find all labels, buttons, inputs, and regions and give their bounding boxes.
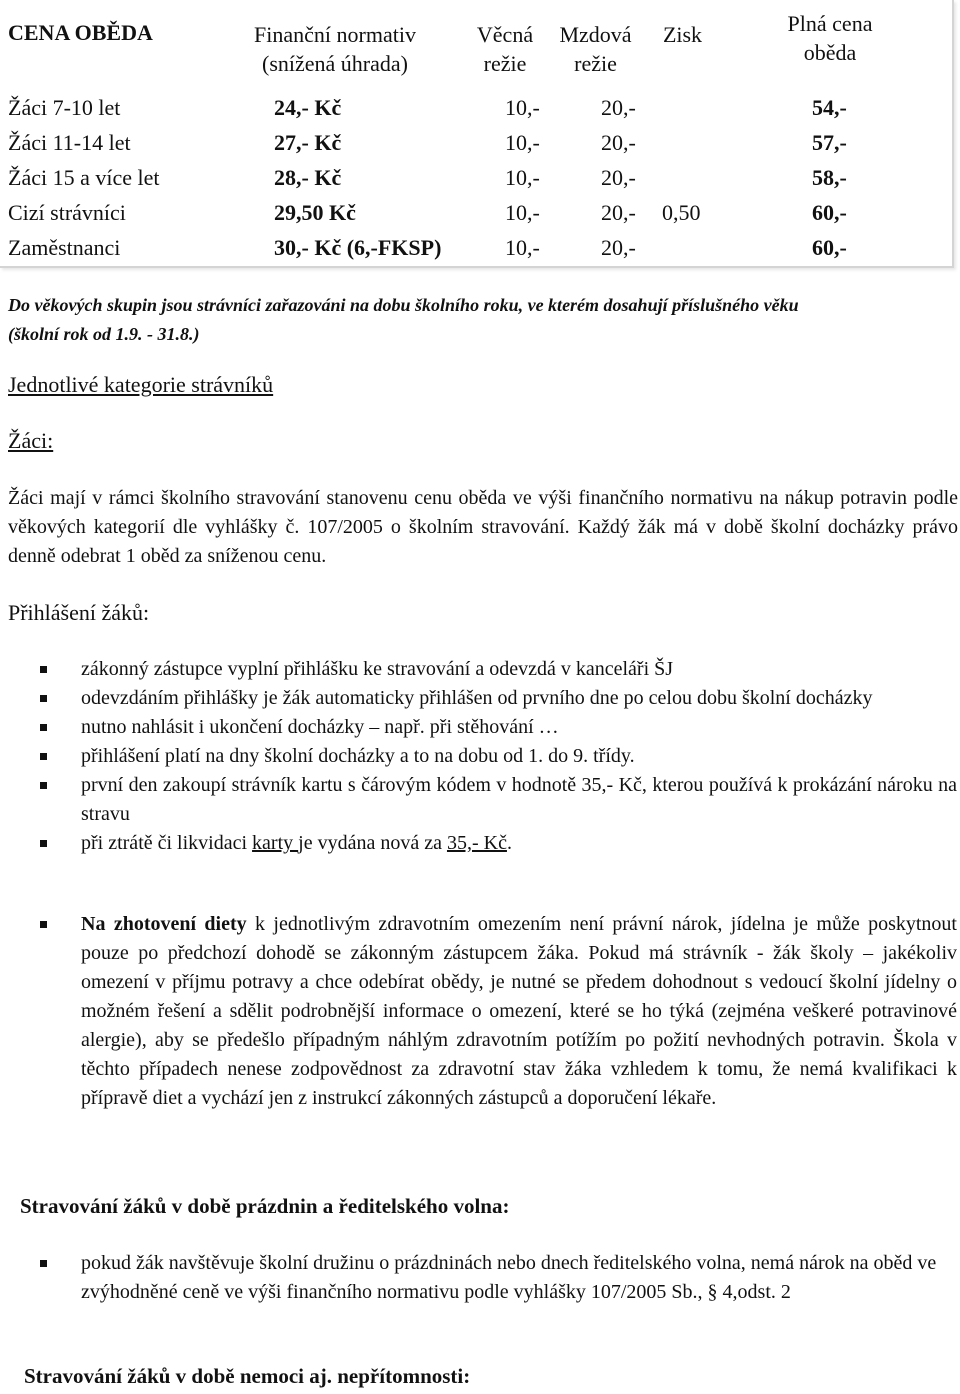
section-prazdniny-heading: Stravování žáků v době prázdnin a ředitelského volna: [20, 1194, 510, 1218]
row-normativ: 29,50 Kč [274, 200, 356, 225]
row-category: Cizí strávníci [8, 200, 126, 225]
header-plna-cena: Plná cena oběda [787, 11, 873, 65]
row-plna: 57,- [812, 130, 847, 155]
section-nemoc-heading: Stravování žáků v době nemoci aj. nepřítomnosti: [24, 1364, 471, 1388]
section-categories-heading: Jednotlivé kategorie strávníků [8, 372, 274, 397]
prazdniny-list [0, 1249, 951, 1307]
row-category: Žáci 15 a více let [8, 165, 160, 190]
price-text: 35,- Kč [446, 832, 507, 854]
square-bullet-icon [40, 724, 47, 731]
row-mzdova: 20,- [601, 95, 636, 120]
row-vecna: 10,- [505, 165, 540, 190]
list-item: první den zakoupí strávník kartu s čárovým kódem v hodnotě 35,- Kč, kterou používá k prokázání nároku na stravu [0, 771, 957, 829]
row-normativ: 27,- Kč [274, 130, 342, 155]
list-item: nutno nahlásit i ukončení docházky – např. při stěhování … [0, 713, 957, 742]
section-prihlaseni-heading: Přihlášení žáků: [8, 600, 150, 625]
row-category: Žáci 7-10 let [8, 95, 121, 120]
row-mzdova: 20,- [601, 165, 636, 190]
square-bullet-icon [40, 753, 47, 760]
square-bullet-icon [40, 782, 47, 789]
row-plna: 60,- [812, 235, 847, 260]
header-zisk: Zisk [662, 22, 703, 47]
price-table [0, 0, 954, 268]
row-normativ: 28,- Kč [274, 165, 342, 190]
row-zisk: 0,50 [662, 200, 701, 225]
square-bullet-icon [40, 840, 47, 847]
row-vecna: 10,- [505, 95, 540, 120]
dieta-bold: Na zhotovení diety [81, 913, 247, 935]
row-plna: 54,- [812, 95, 847, 120]
age-note-line1: Do věkových skupin jsou strávníci zařazováni na dobu školního roku, ve kterém dosahují příslušného věku [8, 295, 799, 315]
row-normativ: 30,- Kč (6,-FKSP) [274, 235, 442, 260]
row-vecna: 10,- [505, 235, 540, 260]
section-zaci-heading: Žáci: [8, 428, 54, 453]
row-vecna: 10,- [505, 130, 540, 155]
row-plna: 58,- [812, 165, 847, 190]
row-plna: 60,- [812, 200, 847, 225]
header-mzdova: Mzdová režie [559, 22, 632, 76]
row-category: Žáci 11-14 let [8, 130, 131, 155]
dieta-list [0, 910, 957, 1113]
header-vecna: Věcná režie [476, 22, 534, 76]
square-bullet-icon [40, 666, 47, 673]
list-item: zákonný zástupce vyplní přihlášku ke stravování a odevzdá v kanceláři ŠJ [0, 655, 957, 684]
dieta-text: k jednotlivým zdravotním omezením není právní nárok, jídelna je může poskytnout pouze po předchozí dohodě se zákonným zástupcem žáka. Pokud má strávník - žák školy – jakékoliv omezení v příjmu potravy a chce odebírat obědy, je nutné se předem dohodnout s vedoucí školní jídelny o možném řešení a sdělit podrobnější informace o omezení, které se ho týká (zejména veškeré potravinové alergie), aby se předešlo případným náhlým zdravotním potížím po požití nevhodných potravin. Škola v těchto případech nenese zodpovědnost za zdravotní stav žáka vzhledem k tomu, že nemá kvalifikaci k přípravě diet a vychází jen z instrukcí zákonných zástupců a doporučení lékaře. [81, 913, 957, 1109]
prihlaseni-list [0, 655, 957, 858]
header-normativ: Finanční normativ (snížená úhrada) [254, 22, 416, 76]
age-note-line2: (školní rok od 1.9. - 31.8.) [8, 324, 200, 344]
square-bullet-icon [40, 1260, 47, 1267]
karty-text: karty [252, 832, 299, 854]
zaci-paragraph: Žáci mají v rámci školního stravování stanovenu cenu oběda ve výši finančního normativu na nákup potravin podle věkových kategorií dle vyhlášky č. 107/2005 o školním stravování. Každý žák má v době školní docházky právo denně odebrat 1 oběd za sníženou cenu. [8, 487, 958, 567]
list-item: při ztrátě či likvidaci karty je vydána nová za 35,- Kč. [0, 829, 957, 858]
list-item [0, 910, 957, 1113]
list-item: odevzdáním přihlášky je žák automaticky přihlášen od prvního dne po celou dobu školní docházky [0, 684, 957, 713]
square-bullet-icon [40, 695, 47, 702]
row-category: Zaměstnanci [8, 235, 121, 260]
row-mzdova: 20,- [601, 130, 636, 155]
list-item: pokud žák navštěvuje školní družinu o prázdninách nebo dnech ředitelského volna, nemá nárok na oběd ve zvýhodněné ceně ve výši finančního normativu podle vyhlášky 107/2005 Sb., § 4,odst. 2 [0, 1249, 951, 1307]
square-bullet-icon [40, 921, 47, 928]
list-item: přihlášení platí na dny školní docházky a to na dobu od 1. do 9. třídy. [0, 742, 957, 771]
row-normativ: 24,- Kč [274, 95, 342, 120]
price-table-title: CENA OBĚDA [8, 20, 153, 45]
row-vecna: 10,- [505, 200, 540, 225]
row-mzdova: 20,- [601, 200, 636, 225]
row-mzdova: 20,- [601, 235, 636, 260]
